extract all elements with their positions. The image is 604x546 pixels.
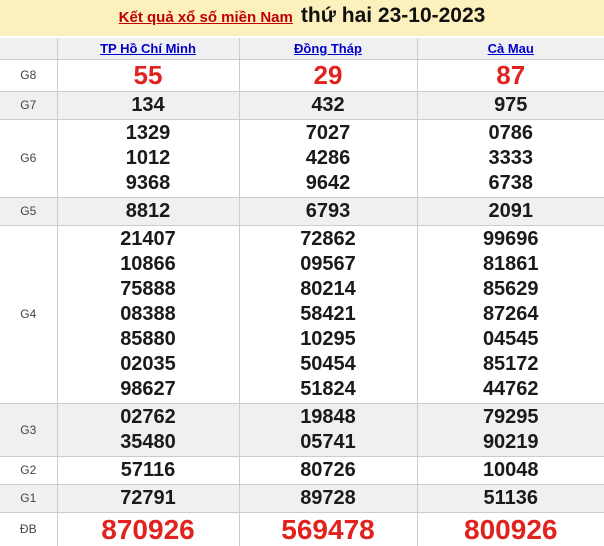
prize-label: G1 <box>0 484 57 512</box>
prize-row-G1 <box>0 484 604 512</box>
prize-number: 800926 <box>418 514 604 545</box>
prize-number: 1012 <box>58 146 239 171</box>
prize-number: 9642 <box>240 171 417 196</box>
prize-number: 51136 <box>418 486 604 511</box>
prize-cell <box>239 59 417 91</box>
prize-cell <box>57 119 239 197</box>
prize-number: 58421 <box>240 302 417 327</box>
prize-number: 6793 <box>240 199 417 224</box>
prize-number: 90219 <box>418 430 604 455</box>
prize-cell <box>57 91 239 119</box>
prize-number: 04545 <box>418 327 604 352</box>
prize-number: 80726 <box>240 458 417 483</box>
province-link-tp-ho-chi-minh[interactable]: TP Hồ Chí Minh <box>100 41 196 56</box>
results-header <box>0 38 604 59</box>
prize-number: 99696 <box>418 227 604 252</box>
title-bar <box>0 0 604 36</box>
prize-number: 10048 <box>418 458 604 483</box>
prize-cell <box>417 484 604 512</box>
prize-number: 98627 <box>58 377 239 402</box>
prize-row-G6 <box>0 119 604 197</box>
prize-cell <box>239 225 417 403</box>
results-table <box>0 38 604 546</box>
prize-number: 44762 <box>418 377 604 402</box>
column-header-tp-ho-chi-minh <box>57 38 239 59</box>
prize-number: 4286 <box>240 146 417 171</box>
prize-number: 134 <box>58 93 239 118</box>
prize-row-ĐB <box>0 512 604 546</box>
prize-number: 81861 <box>418 252 604 277</box>
prize-number: 35480 <box>58 430 239 455</box>
prize-row-G5 <box>0 197 604 225</box>
prize-number: 19848 <box>240 405 417 430</box>
prize-cell <box>57 512 239 546</box>
prize-number: 87264 <box>418 302 604 327</box>
prize-number: 432 <box>240 93 417 118</box>
province-link-ca-mau[interactable]: Cà Mau <box>488 41 534 56</box>
prize-number: 02762 <box>58 405 239 430</box>
prize-cell <box>57 225 239 403</box>
corner-cell <box>0 38 57 59</box>
prize-cell <box>239 484 417 512</box>
prize-number: 569478 <box>240 514 417 545</box>
prize-number: 02035 <box>58 352 239 377</box>
prize-number: 05741 <box>240 430 417 455</box>
header-row <box>0 38 604 59</box>
prize-number: 87 <box>418 61 604 90</box>
prize-cell <box>417 119 604 197</box>
prize-number: 89728 <box>240 486 417 511</box>
results-title-link[interactable]: Kết quả xổ số miền Nam <box>119 9 293 26</box>
prize-number: 9368 <box>58 171 239 196</box>
prize-number: 80214 <box>240 277 417 302</box>
prize-number: 6738 <box>418 171 604 196</box>
prize-number: 85172 <box>418 352 604 377</box>
prize-label: G3 <box>0 403 57 456</box>
prize-number: 10866 <box>58 252 239 277</box>
prize-row-G7 <box>0 91 604 119</box>
prize-number: 1329 <box>58 121 239 146</box>
prize-cell <box>57 484 239 512</box>
prize-label: G8 <box>0 59 57 91</box>
prize-number: 85629 <box>418 277 604 302</box>
prize-number: 72862 <box>240 227 417 252</box>
prize-number: 72791 <box>58 486 239 511</box>
prize-label: G5 <box>0 197 57 225</box>
prize-row-G2 <box>0 456 604 484</box>
prize-number: 3333 <box>418 146 604 171</box>
prize-number: 870926 <box>58 514 239 545</box>
prize-cell <box>239 197 417 225</box>
prize-cell <box>239 91 417 119</box>
prize-number: 51824 <box>240 377 417 402</box>
prize-label: G6 <box>0 119 57 197</box>
prize-cell <box>417 91 604 119</box>
prize-cell <box>239 512 417 546</box>
prize-row-G4 <box>0 225 604 403</box>
prize-row-G3 <box>0 403 604 456</box>
prize-number: 75888 <box>58 277 239 302</box>
prize-number: 975 <box>418 93 604 118</box>
prize-row-G8 <box>0 59 604 91</box>
prize-label: G4 <box>0 225 57 403</box>
prize-cell <box>417 197 604 225</box>
province-link-dong-thap[interactable]: Đồng Tháp <box>294 41 362 56</box>
prize-number: 8812 <box>58 199 239 224</box>
prize-label: G2 <box>0 456 57 484</box>
prize-cell <box>417 456 604 484</box>
prize-label: ĐB <box>0 512 57 546</box>
results-body <box>0 59 604 546</box>
prize-cell <box>417 225 604 403</box>
prize-cell <box>57 59 239 91</box>
prize-label: G7 <box>0 91 57 119</box>
prize-cell <box>239 403 417 456</box>
prize-number: 08388 <box>58 302 239 327</box>
column-header-ca-mau <box>417 38 604 59</box>
prize-cell <box>57 456 239 484</box>
prize-number: 29 <box>240 61 417 90</box>
draw-date: thứ hai 23-10-2023 <box>301 5 485 26</box>
prize-number: 0786 <box>418 121 604 146</box>
prize-cell <box>57 197 239 225</box>
prize-number: 7027 <box>240 121 417 146</box>
prize-cell <box>417 59 604 91</box>
prize-cell <box>417 512 604 546</box>
prize-number: 2091 <box>418 199 604 224</box>
prize-cell <box>417 403 604 456</box>
prize-number: 85880 <box>58 327 239 352</box>
prize-number: 10295 <box>240 327 417 352</box>
prize-number: 50454 <box>240 352 417 377</box>
prize-number: 55 <box>58 61 239 90</box>
prize-cell <box>57 403 239 456</box>
prize-number: 79295 <box>418 405 604 430</box>
prize-number: 57116 <box>58 458 239 483</box>
prize-cell <box>239 119 417 197</box>
prize-number: 09567 <box>240 252 417 277</box>
prize-number: 21407 <box>58 227 239 252</box>
column-header-dong-thap <box>239 38 417 59</box>
prize-cell <box>239 456 417 484</box>
